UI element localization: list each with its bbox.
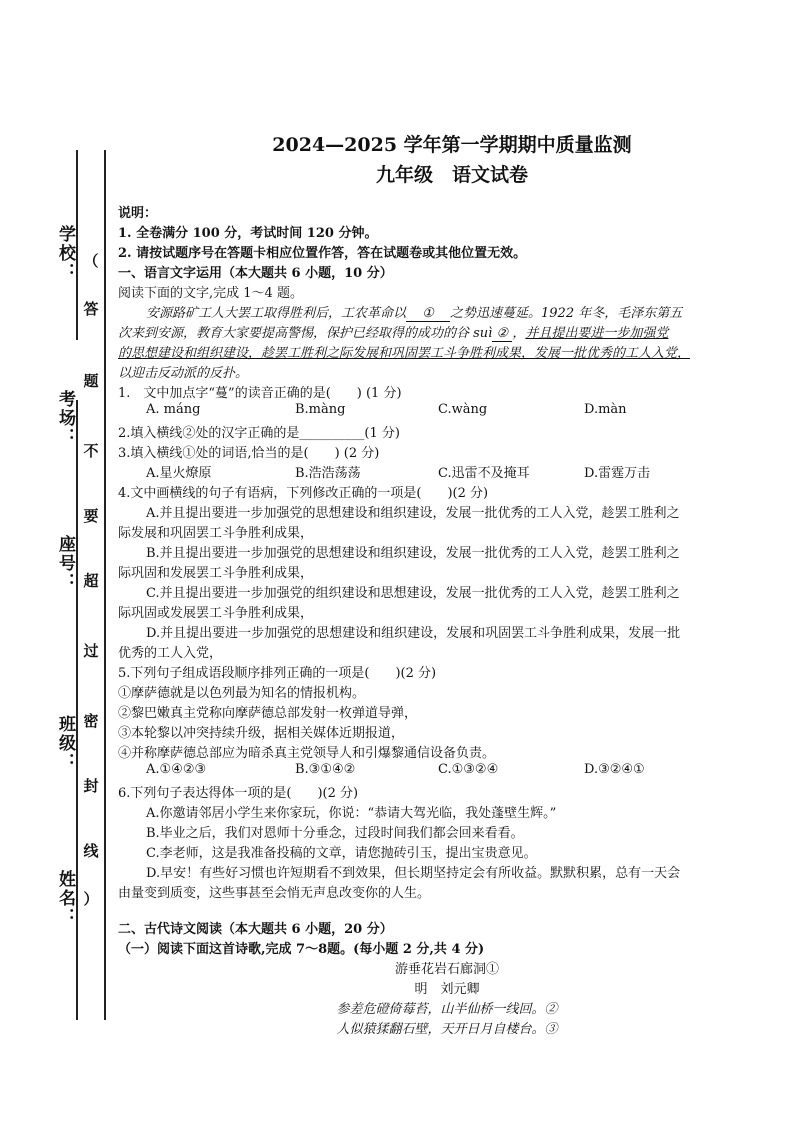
school-label: 学校： (55, 225, 75, 282)
instruction-item: 1. 全卷满分 100 分，考试时间 120 分钟。 (118, 226, 378, 241)
poem-author: 明 刘元卿 (414, 982, 480, 997)
passage-text: 之势迅速蔓延。1922 年冬，毛泽东第五 (450, 306, 683, 321)
q5-sentence-2: ②黎巴嫩真主党称向摩萨德总部发射一枚弹道导弹， (118, 706, 418, 721)
poem-title: 游垂花岩石廊洞① (394, 962, 499, 977)
seal-char: 过 (83, 642, 99, 660)
q5-option-d: D.③②④① (584, 762, 645, 777)
underlined-sentence: 的思想建设和组织建设，趁罢工胜利之际发展和巩固罢工斗争胜利成果，发展一批优秀的工人入党， (118, 346, 691, 361)
binding-line-right (104, 150, 106, 1020)
q6-option-d: D.早安！有些好习惯也许短期看不到效果，但长期坚持定会有所收益。默默积累，总有一天会 (146, 866, 681, 881)
q4-option-b-cont: 际巩固和发展罢工斗争胜利成果， (118, 566, 314, 581)
q3-option-a: A.星火燎原 (146, 466, 212, 481)
q1-option-a: A. máng (146, 402, 201, 417)
passage-text: 安源路矿工人大罢工取得胜利后，工农革命以 (146, 306, 407, 321)
q6-option-b: B.毕业之后，我们对恩师十分垂念，过段时间我们都会回来看看。 (146, 826, 524, 841)
exam-room-label: 考场： (55, 390, 75, 447)
q4-option-b: B.并且提出要进一步加强党的思想建设和组织建设，发展一批优秀的工人入党，趁罢工胜利之 (146, 546, 680, 561)
q5-option-c: C.①③②④ (438, 762, 499, 777)
class-label: 班级： (55, 715, 75, 772)
question-1-stem: 1. 文中加点字“蔓”的读音正确的是( ) (1 分) (118, 386, 402, 401)
section-heading: 二、古代诗文阅读（本大题共 6 小题，20 分） (118, 922, 393, 937)
instructions-label: 说明： (118, 206, 158, 221)
q5-option-a: A.①④②③ (146, 762, 207, 777)
q4-option-a: A.并且提出要进一步加强党的思想建设和组织建设，发展一批优秀的工人入党，趁罢工胜利之 (146, 506, 680, 521)
q3-option-c: C.迅雷不及掩耳 (438, 466, 530, 481)
seal-char: 线 (83, 842, 99, 860)
question-3-stem: 3.填入横线①处的词语,恰当的是( ) (2 分) (118, 446, 380, 461)
blank-2: ② (492, 326, 512, 342)
q1-option-d: D.màn (584, 402, 627, 417)
seal-char: 封 (83, 777, 99, 795)
q4-option-d-cont: 优秀的工人入党， (118, 646, 223, 661)
underlined-sentence: 并且提出要进一步加强党 (525, 326, 669, 341)
seal-char: 答 (83, 300, 99, 318)
passage-text: 次来到安源，教育大家要提高警惕，保护已经取得的成功的谷 suì (118, 326, 493, 341)
passage-line (118, 322, 668, 342)
q4-option-c-cont: 际巩固或发展罢工斗争胜利成果， (118, 606, 314, 621)
seal-char: （ (83, 252, 99, 270)
question-5-stem: 5.下列句子组成语段顺序排列正确的一项是( )(2 分) (118, 666, 437, 681)
q6-option-a: A.你邀请邻居小学生来你家玩，你说：“恭请大驾光临，我处蓬壁生辉。” (146, 806, 557, 821)
seat-number-label: 座号： (55, 535, 75, 592)
q5-sentence-3: ③本轮黎以冲突持续升级，据相关媒体近期报道， (118, 726, 405, 741)
seal-char: 不 (83, 442, 99, 460)
instruction-item: 2. 请按试题序号在答题卡相应位置作答，答在试题卷或其他位置无效。 (118, 246, 527, 261)
poem-line: 参差危磴倚莓苔，山半仙桥一线回。② (336, 1002, 558, 1017)
q6-option-d-cont: 由量变到质变，这些事甚至会悄无声息改变你的人生。 (118, 886, 431, 901)
q5-sentence-4: ④并称摩萨德总部应为暗杀真主党领导人和引爆黎通信设备负责。 (118, 746, 496, 761)
question-4-stem: 4.文中画横线的句子有语病，下列修改正确的一项是( )(2 分) (118, 486, 489, 501)
passage-line (146, 302, 682, 322)
question-6-stem: 6.下列句子表达得体一项的是( )(2 分) (118, 786, 359, 801)
q4-option-d: D.并且提出要进一步加强党的思想建设和组织建设，发展和巩固罢工斗争胜利成果，发展一批 (146, 626, 681, 641)
poem-line: 人似猿猱翻石壁，天开日月自楼台。③ (336, 1022, 558, 1037)
q5-option-b: B.③①④② (295, 762, 356, 777)
name-label: 姓名： (55, 870, 75, 927)
seal-char: 要 (83, 507, 99, 525)
exam-title: 2024—2025 学年第一学期期中质量监测 (272, 134, 632, 156)
section-heading: 一、语言文字运用（本大题共 6 小题，10 分） (118, 266, 393, 281)
binding-line-left-lower (76, 400, 78, 1020)
blank-1: ① (406, 306, 450, 322)
q1-option-c: C.wàng (438, 402, 488, 417)
q4-option-a-cont: 际发展和巩固罢工斗争胜利成果， (118, 526, 314, 541)
section-intro: 阅读下面的文字,完成 1～4 题。 (118, 286, 303, 301)
exam-subtitle: 九年级 语文试卷 (375, 164, 528, 186)
seal-char: 超 (83, 572, 99, 590)
q5-sentence-1: ①摩萨德就是以色列最为知名的情报机构。 (118, 686, 366, 701)
q6-option-c: C.李老师，这是我准备投稿的文章，请您抛砖引玉，提出宝贵意见。 (146, 846, 537, 861)
seal-char: 密 (83, 712, 99, 730)
q1-option-b: B.màng (295, 402, 346, 417)
q4-option-c: C.并且提出要进一步加强党的组织建设和思想建设，发展一批优秀的工人入党，趁罢工胜利之 (146, 586, 680, 601)
passage-text: ， (512, 326, 526, 341)
seal-char: ） (83, 890, 99, 908)
q3-option-b: B.浩浩荡荡 (295, 466, 361, 481)
subsection-heading: （一）阅读下面这首诗歌,完成 7～8题。(每小题 2 分,共 4 分) (118, 942, 485, 957)
seal-char: 题 (83, 372, 99, 390)
q3-option-d: D.雷霆万击 (584, 466, 651, 481)
passage-line: 以迎击反动派的反扑。 (118, 366, 249, 381)
question-2-stem: 2.填入横线②处的汉字正确的是__________(1 分) (118, 426, 400, 441)
